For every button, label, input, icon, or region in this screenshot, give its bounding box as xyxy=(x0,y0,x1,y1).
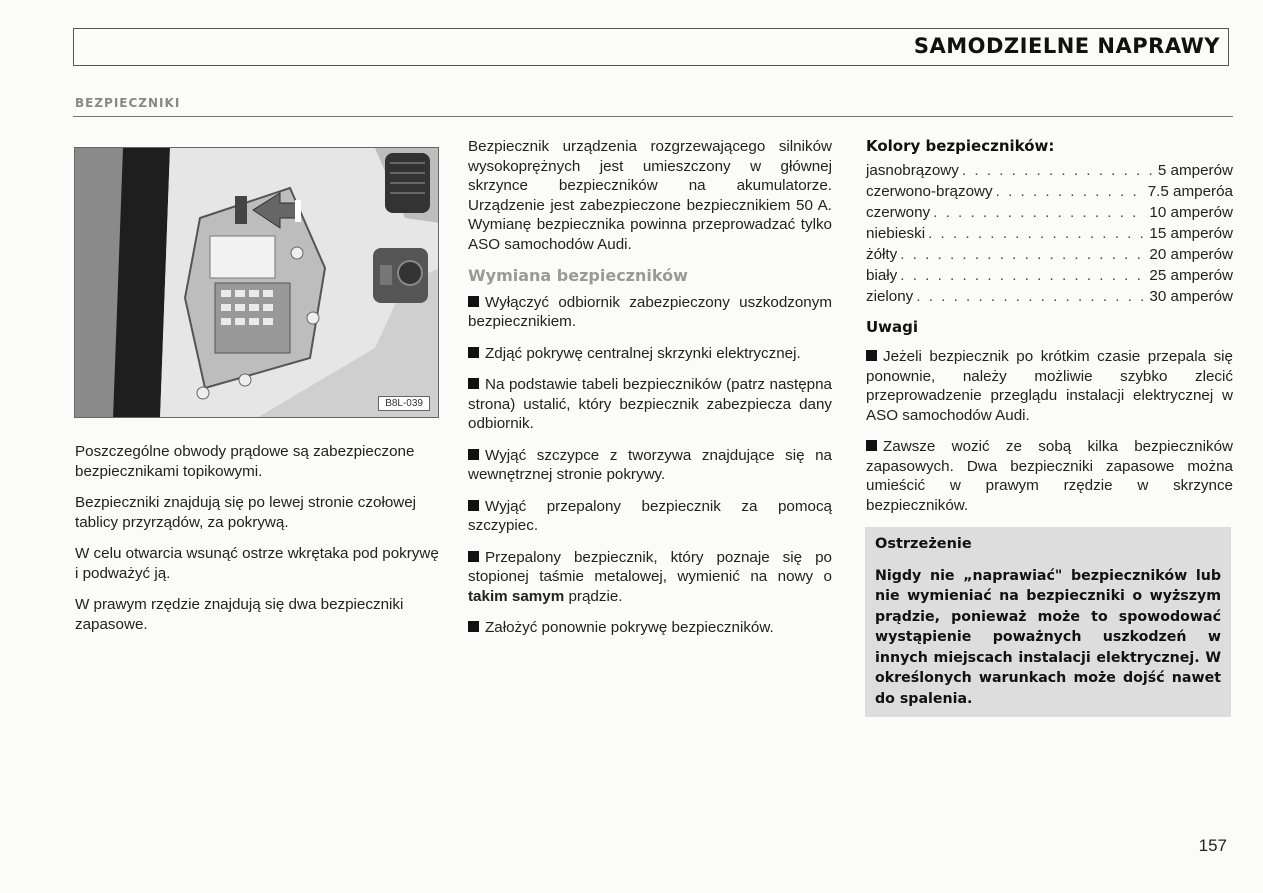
figure-code-label: B8L-039 xyxy=(378,396,430,411)
fuse-box-illustration xyxy=(75,148,439,418)
emphasis-text: takim samym xyxy=(468,587,565,605)
fuse-color-row: biały . . . 25 amperów xyxy=(866,266,1233,287)
fuse-color-row: żółty . . . 20 amperów xyxy=(866,245,1233,266)
step-item: Wyłączyć odbiornik zabezpieczony uszkodzonym bezpiecznikiem. xyxy=(468,293,832,330)
paragraph: Poszczególne obwody prądowe są zabezpieczone bezpiecznikami topikowymi. xyxy=(75,443,415,480)
bullet-square-icon xyxy=(468,296,479,307)
fuse-color-row: zielony . . . 30 amperów xyxy=(866,287,1233,308)
warning-box xyxy=(865,527,1231,717)
warning-text: Nigdy nie „naprawiać" bezpieczników lub nie wymieniać na bezpieczniki o wyższym prądzie, ponieważ może to spowodować wystąpienie poważnych uszkodzeń w innych miejscach instalacji elektrycznej. W określonych warunkach może dojść nawet do spalenia. xyxy=(875,567,1221,707)
column-middle xyxy=(468,137,832,650)
bullet-square-icon xyxy=(468,449,479,460)
note-item: Zawsze wozić ze sobą kilka bezpieczników zapasowych. Dwa bezpieczniki zapasowe można umieścić w prawym rzędzie w skrzynce bezpieczników. xyxy=(866,438,1233,514)
warning-title: Ostrzeżenie xyxy=(875,536,972,552)
page-header xyxy=(73,28,1229,66)
intro-paragraph: Bezpiecznik urządzenia rozgrzewającego silników wysokoprężnych jest umieszczony w głównej skrzynce bezpieczników na akumulatorze. Urządzenie jest zabezpieczone bezpiecznikiem 50 A. Wymianę bezpiecznika powinna przeprowadzać tylko ASO samochodów Audi. xyxy=(468,138,832,253)
bullet-square-icon xyxy=(468,378,479,389)
paragraph: W celu otwarcia wsunąć ostrze wkrętaka pod pokrywę i podważyć ją. xyxy=(75,545,439,582)
bullet-square-icon xyxy=(866,350,877,361)
note-item: Jeżeli bezpiecznik po krótkim czasie przepala się ponownie, należy możliwie szybko zlecić przeprowadzenie przeglądu instalacji elektrycznej w ASO samochodów Audi. xyxy=(866,348,1233,424)
notes-heading: Uwagi xyxy=(866,317,919,336)
paragraph: Bezpieczniki znajdują się po lewej stronie czołowej tablicy przyrządów, za pokrywą. xyxy=(75,494,417,531)
column-left xyxy=(75,442,439,646)
step-item: Zdjąć pokrywę centralnej skrzynki elektrycznej. xyxy=(468,344,832,364)
bullet-square-icon xyxy=(468,347,479,358)
bullet-square-icon xyxy=(468,551,479,562)
section-label: BEZPIECZNIKI xyxy=(75,96,181,110)
step-item: Na podstawie tabeli bezpieczników (patrz następna strona) ustalić, który bezpiecznik zabezpiecza dany odbiornik. xyxy=(468,376,832,432)
page-number: 157 xyxy=(1198,836,1227,855)
column-right xyxy=(866,137,1233,717)
bullet-square-icon xyxy=(468,500,479,511)
paragraph: W prawym rzędzie znajdują się dwa bezpieczniki zapasowe. xyxy=(75,596,404,633)
fuse-color-row: czerwony . . . 10 amperów xyxy=(866,203,1233,224)
replacement-subheading: Wymiana bezpieczników xyxy=(468,266,688,285)
header-title: SAMODZIELNE NAPRAWY xyxy=(913,34,1220,58)
step-item: Wyjąć przepalony bezpiecznik za pomocą szczypiec. xyxy=(468,497,832,534)
step-item: Założyć ponownie pokrywę bezpieczników. xyxy=(468,618,832,638)
step-item: Przepalony bezpiecznik, który poznaje się po stopionej taśmie metalowej, wymienić na nowy o takim samym prądzie. xyxy=(468,548,832,605)
fuse-color-row: czerwono-brązowy . . . 7.5 amperóa xyxy=(866,182,1233,203)
bullet-square-icon xyxy=(468,621,479,632)
fuse-box-photo xyxy=(74,147,439,418)
fuse-color-list xyxy=(866,161,1233,308)
fuse-color-row: jasnobrązowy . . . 5 amperów xyxy=(866,161,1233,182)
step-item: Wyjąć szczypce z tworzywa znajdujące się na wewnętrznej stronie pokrywy. xyxy=(468,446,832,483)
fuse-color-row: niebieski . . . 15 amperów xyxy=(866,224,1233,245)
fuse-colors-heading: Kolory bezpieczników: xyxy=(866,137,1055,155)
section-divider xyxy=(73,116,1233,117)
bullet-square-icon xyxy=(866,440,877,451)
